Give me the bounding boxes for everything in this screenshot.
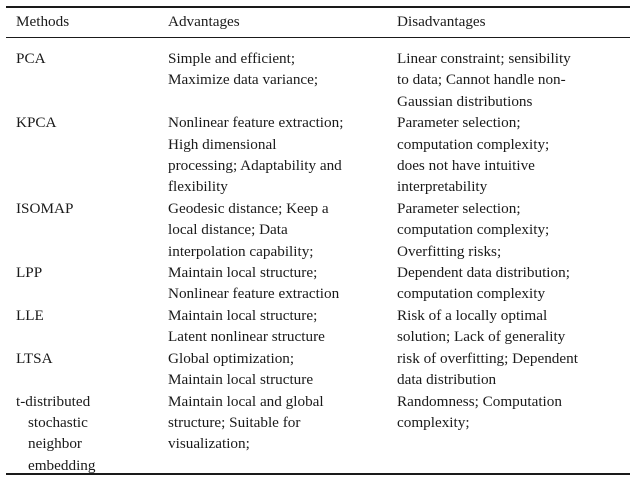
cell-text-line: local distance; Data: [168, 221, 288, 239]
header-row: [6, 8, 630, 40]
cell-text-line: computation complexity: [397, 285, 546, 303]
advantages-cell: [168, 391, 397, 477]
cell-text-line: does not have intuitive: [397, 157, 535, 175]
cell-text-line: High dimensional: [168, 135, 277, 153]
cell-text-line: structure; Suitable for: [168, 413, 301, 431]
cell-text-line: KPCA: [16, 114, 57, 132]
cell-text-line: Maximize data variance;: [168, 71, 319, 89]
cell-text-line: neighbor: [28, 435, 82, 453]
cell-text-line: Maintain local structure;: [168, 306, 318, 324]
cell-text-line: Risk of a locally optimal: [397, 306, 548, 324]
cell-text-line: Maintain local structure;: [168, 264, 318, 282]
advantages-cell: [168, 198, 397, 262]
cell-text-line: risk of overfitting; Dependent: [397, 349, 578, 367]
disadvantages-cell: [397, 112, 630, 198]
table-row: [6, 112, 630, 198]
comparison-table: [6, 8, 630, 476]
cell-text-line: ISOMAP: [16, 199, 74, 217]
cell-text-line: PCA: [16, 50, 46, 67]
disadvantages-cell: [397, 262, 630, 305]
disadvantages-cell: [397, 348, 630, 391]
cell-text-line: data distribution: [397, 371, 497, 389]
advantages-cell: [168, 348, 397, 391]
cell-text-line: computation complexity;: [397, 221, 550, 239]
cell-text-line: Parameter selection;: [397, 114, 521, 132]
cell-text-line: computation complexity;: [397, 135, 550, 153]
disadvantages-cell: [397, 198, 630, 262]
cell-text-line: Dependent data distribution;: [397, 264, 570, 282]
method-cell: [6, 40, 168, 112]
disadvantages-cell: [397, 40, 630, 112]
cell-text-line: complexity;: [397, 413, 470, 431]
cell-text-line: Latent nonlinear structure: [168, 328, 325, 346]
cell-text-line: Nonlinear feature extraction;: [168, 114, 344, 132]
method-cell: [6, 262, 168, 305]
disadvantages-cell: [397, 305, 630, 348]
method-cell: [6, 198, 168, 262]
method-cell: [6, 305, 168, 348]
advantages-cell: [168, 262, 397, 305]
cell-text-line: Global optimization;: [168, 349, 295, 367]
header-advantages: Advantages: [168, 13, 240, 30]
cell-text-line: LTSA: [16, 349, 53, 367]
cell-text-line: LLE: [16, 306, 44, 324]
advantages-cell: [168, 305, 397, 348]
cell-text-line: interpolation capability;: [168, 242, 314, 260]
cell-text-line: Randomness; Computation: [397, 392, 562, 410]
cell-text-line: processing; Adaptability and: [168, 157, 342, 175]
method-cell: [6, 112, 168, 198]
table-row: [6, 262, 630, 305]
advantages-cell: [168, 40, 397, 112]
table-row: [6, 305, 630, 348]
header-methods: Methods: [16, 13, 70, 30]
cell-text-line: Maintain local structure: [168, 371, 314, 389]
cell-text-line: Maintain local and global: [168, 392, 324, 410]
cell-text-line: Geodesic distance; Keep a: [168, 199, 329, 217]
table-row: [6, 40, 630, 112]
cell-text-line: t-distributed: [16, 392, 91, 410]
header-disadvantages: Disadvantages: [397, 13, 486, 30]
cell-text-line: Simple and efficient;: [168, 50, 296, 67]
table-body: [6, 40, 630, 476]
method-cell: [6, 348, 168, 391]
cell-text-line: visualization;: [168, 435, 250, 453]
cell-text-line: to data; Cannot handle non-: [397, 71, 566, 89]
cell-text-line: embedding: [28, 456, 96, 474]
cell-text-line: Parameter selection;: [397, 199, 521, 217]
cell-text-line: Gaussian distributions: [397, 92, 533, 110]
table-row: [6, 348, 630, 391]
cell-text-line: solution; Lack of generality: [397, 328, 566, 346]
cell-text-line: flexibility: [168, 178, 228, 196]
cell-text-line: Nonlinear feature extraction: [168, 285, 340, 303]
advantages-cell: [168, 112, 397, 198]
method-cell: [6, 391, 168, 477]
cell-text-line: Overfitting risks;: [397, 242, 502, 260]
disadvantages-cell: [397, 391, 630, 477]
cell-text-line: stochastic: [28, 413, 88, 431]
cell-text-line: Linear constraint; sensibility: [397, 50, 571, 67]
cell-text-line: LPP: [16, 264, 43, 282]
table-row: [6, 391, 630, 477]
table-row: [6, 198, 630, 262]
cell-text-line: interpretability: [397, 178, 488, 196]
